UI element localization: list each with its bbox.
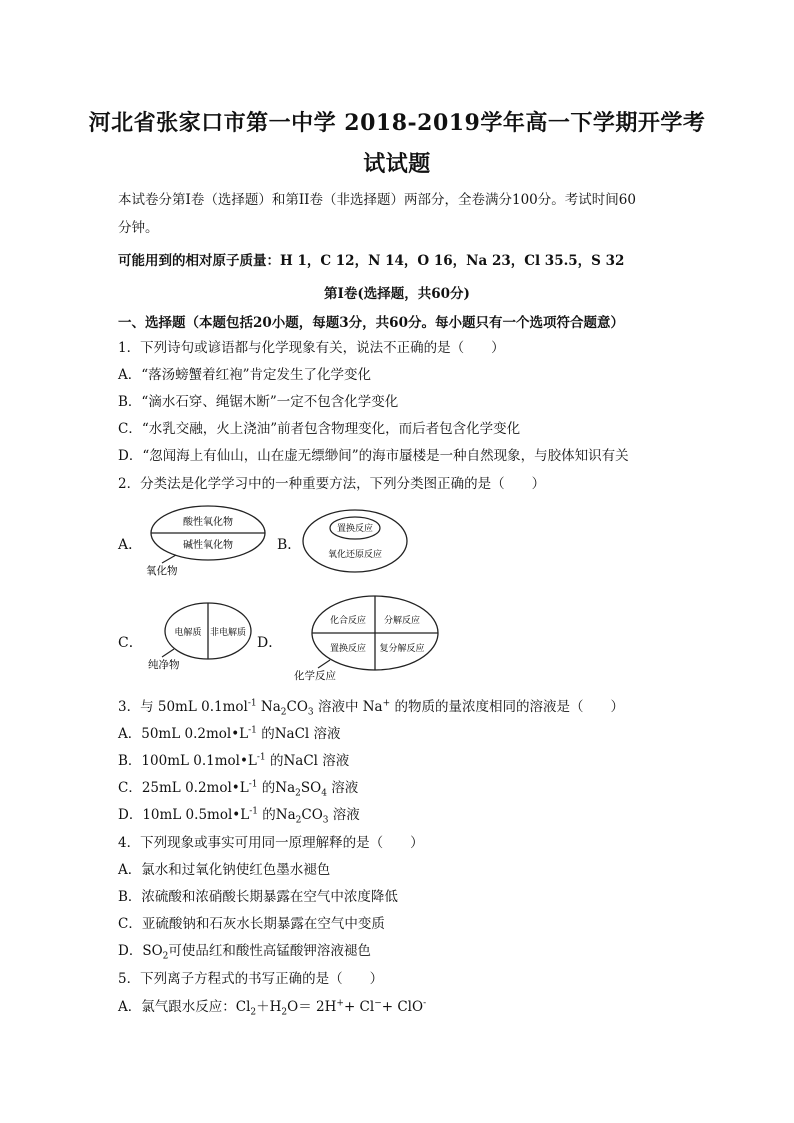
q2-d-bottom-right-label: 复分解反应 [379, 644, 425, 654]
q2-c-right-label: 非电解质 [209, 628, 247, 638]
q2-diagram-a [140, 500, 280, 582]
q2-label-d: D． [257, 635, 283, 651]
q2-d-top-left-label: 化合反应 [329, 616, 367, 626]
q3-stem: 3．与 50mL 0.1mol$^{-1}$ $Na_2CO_3$ 溶液中 Na+ 的物质的量浓度相同的溶液是（ ） [118, 698, 624, 718]
q4-stem: 4．下列现象或事实可用同一原理解释的是（ ） [118, 835, 424, 851]
q1-option-a: A．“落汤螃蟹着红袍”肯定发生了化学变化 [118, 367, 372, 383]
intro-text-continued: 分钟。 [118, 220, 159, 236]
q5-option-a: A．氯气跟水反应：$Cl_2+H_2O= 2H^++ Cl^-+ ClO^-$ [118, 998, 427, 1018]
section-title: 第I卷(选择题，共60分) [324, 286, 470, 302]
q1-option-c: C．“水乳交融，火上浇油”前者包含物理变化，而后者包含化学变化 [118, 421, 521, 437]
q2-diagram-c [140, 598, 260, 678]
q3-option-a: A．50mL $0.2mol•L^{-1}$ 的NaCl 溶液 [118, 725, 341, 742]
q2-a-caption: 氧化物 [146, 565, 178, 577]
q3-option-c: C．25mL $0.2mol•L^{-1}$ 的$Na_2SO_4$ 溶液 [118, 779, 359, 799]
q2-b-outer-label: 氧化还原反应 [327, 550, 383, 560]
q2-label-c: C． [118, 635, 143, 651]
q2-stem: 2．分类法是化学学习中的一种重要方法，下列分类图正确的是（ ） [118, 476, 546, 492]
q2-diagram-b [300, 505, 415, 575]
section-heading: 一、选择题（本题包括20小题，每题3分，共60分。每小题只有一个选项符合题意） [118, 315, 624, 331]
q2-d-bottom-left-label: 置换反应 [329, 644, 367, 654]
q3-option-d: D．10mL $0.5mol•L^{-1}$ 的$Na_2CO_3$ 溶液 [118, 806, 360, 826]
q4-option-c: C．亚硫酸钠和石灰水长期暴露在空气中变质 [118, 916, 385, 932]
q2-d-top-right-label: 分解反应 [383, 616, 421, 626]
page-title: 河北省张家口市第一中学 2018-2019学年高一下学期开学考 [88, 110, 706, 136]
q2-c-caption: 纯净物 [148, 659, 180, 671]
intro-text: 本试卷分第I卷（选择题）和第II卷（非选择题）两部分，全卷满分100分。考试时间60 [118, 192, 636, 208]
q2-d-caption: 化学反应 [294, 670, 336, 682]
q2-label-a: A． [118, 537, 143, 553]
atomic-mass-note: 可能用到的相对原子质量：H 1，C 12，N 14，O 16，Na 23，Cl 35.5，S 32 [118, 253, 625, 269]
page-title-continued: 试试题 [363, 151, 431, 177]
q2-diagram-d [290, 593, 445, 683]
q2-b-inner-label: 置换反应 [336, 524, 374, 534]
q4-option-d: D．$SO_2$可使品红和酸性高锰酸钾溶液褪色 [118, 943, 371, 962]
q2-a-bottom-label: 碱性氧化物 [183, 540, 233, 551]
q2-label-b: B． [277, 537, 302, 553]
q1-stem: 1．下列诗句或谚语都与化学现象有关，说法不正确的是（ ） [118, 340, 505, 356]
q5-stem: 5．下列离子方程式的书写正确的是（ ） [118, 971, 384, 987]
q4-option-b: B．浓硫酸和浓硝酸长期暴露在空气中浓度降低 [118, 889, 398, 905]
q2-c-left-label: 电解质 [174, 628, 202, 638]
q1-option-d: D．“忽闻海上有仙山，山在虚无缥缈间”的海市蜃楼是一种自然现象，与胶体知识有关 [118, 448, 629, 464]
q2-a-top-label: 酸性氧化物 [183, 517, 233, 528]
q3-option-b: B．100mL $0.1mol•L^{-1}$ 的NaCl 溶液 [118, 752, 350, 769]
q1-option-b: B．“滴水石穿、绳锯木断”一定不包含化学变化 [118, 394, 399, 410]
q4-option-a: A．氯水和过氧化钠使红色墨水褪色 [118, 862, 331, 878]
